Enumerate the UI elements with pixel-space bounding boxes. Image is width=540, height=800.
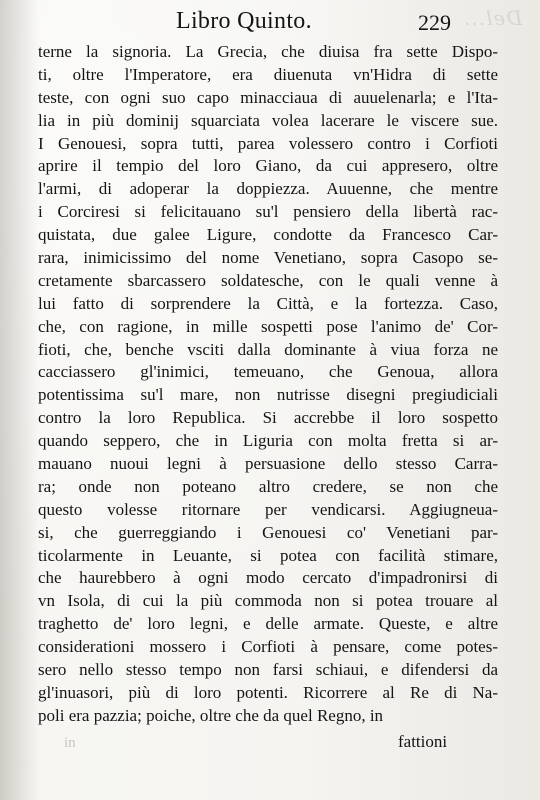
catchword: fattioni <box>398 732 448 751</box>
signature-mark: in <box>64 735 76 751</box>
text-line: ticolarmente in Leuante, si potea con facilità stimare, <box>38 545 498 565</box>
text-line: quando seppero, che in Liguria con molta fretta si ar- <box>38 431 498 451</box>
text-line: cretamente sbarcassero soldatesche, con le quali venne à <box>38 270 498 290</box>
text-line: rara, inimicissimo del nome Venetiano, sopra Casopo se- <box>38 248 498 268</box>
text-line: potentissima su'l mare, non nutrisse disegni pregiudiciali <box>38 385 498 405</box>
text-line: traghetto de' loro legni, e delle armate. Queste, e altre <box>38 614 498 634</box>
text-line: poli era pazzia; poiche, oltre che da quel Regno, in <box>38 705 384 725</box>
text-line: ti, oltre l'Imperatore, era diuenuta vn'Hidra di sette <box>38 64 498 84</box>
text-line: contro la loro Republica. Si accrebbe il loro sospetto <box>38 408 498 428</box>
text-line: I Genouesi, sopra tutti, parea volessero contro i Corfioti <box>38 133 498 153</box>
text-line: ra; onde non poteano altro credere, se non che <box>38 476 498 496</box>
running-title: Libro Quinto. <box>176 8 312 34</box>
text-line: vn Isola, di cui la più commoda non si potea trouare al <box>38 591 498 611</box>
text-line: terne la signoria. La Grecia, che diuisa fra sette Dispo- <box>38 42 498 61</box>
text-line: fioti, che, benche vsciti dalla dominante à viua forza ne <box>38 339 498 359</box>
text-line: sero nello stesso tempo non farsi schiaui, e difendersi da <box>38 660 498 680</box>
body-text <box>38 41 498 728</box>
text-line: che haurebbero à ogni modo cercato d'impadronirsi di <box>38 568 498 588</box>
text-line: cacciassero gl'inimici, temeuano, che Genoua, allora <box>38 362 498 382</box>
text-line: si, che guerreggiando i Genouesi co' Venetiani par- <box>38 522 498 542</box>
text-line: aprire il tempio del loro Giano, da cui appresero, oltre <box>38 156 498 176</box>
page-header <box>0 8 540 38</box>
text-line: i Corciresi si felicitauano su'l pensiero della libertà rac- <box>38 202 498 222</box>
text-line: lui fatto di sorprendere la Città, e la fortezza. Caso, <box>38 293 498 313</box>
text-line: mauano nuoui legni à persuasione dello stesso Carra- <box>38 454 498 474</box>
page-number: 229 <box>418 10 451 35</box>
text-line: teste, con ogni suo capo minacciaua di auuelenarla; e l'Ita- <box>38 87 498 107</box>
gutter-shadow <box>0 0 38 800</box>
text-line: quistata, due galee Ligure, condotte da Francesco Car- <box>38 225 498 245</box>
text-line: l'armi, di adoperar la doppiezza. Auuenne, che mentre <box>38 179 498 199</box>
text-line: lia in più dominij squarciata volea lacerare le viscere sue. <box>38 110 498 130</box>
text-line: considerationi mossero i Corfioti à pensare, come potes- <box>38 637 498 657</box>
text-line: gl'inuasori, più di loro potenti. Ricorrere al Re di Na- <box>38 682 498 702</box>
text-line: che, con ragione, in mille sospetti pose l'animo de' Cor- <box>38 316 498 336</box>
text-line: questo volesse ritornare per vendicarsi. Aggiugneua- <box>38 499 498 519</box>
bleed-through-text: Del... <box>462 6 522 30</box>
